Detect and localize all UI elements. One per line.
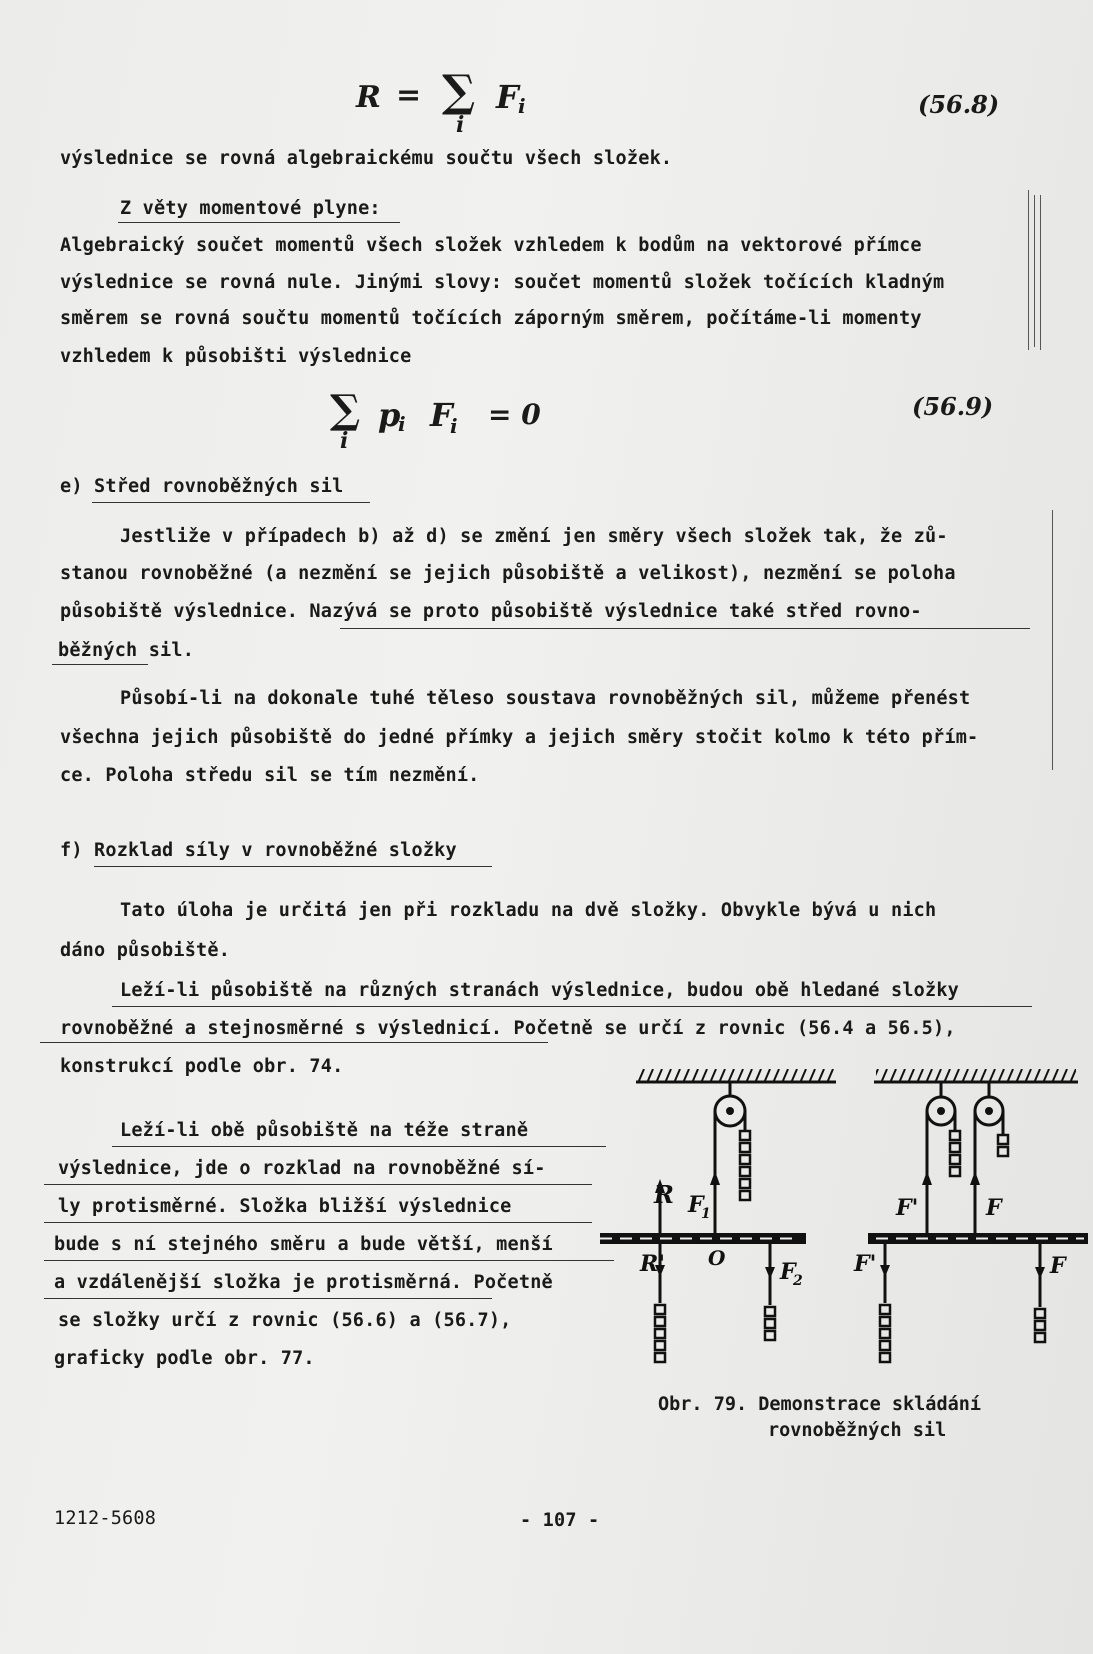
beam-right (868, 1233, 1088, 1244)
eq2-sum: ∑ (330, 386, 361, 433)
label-F-prime-top: F' (896, 1195, 919, 1221)
text-line: Jestliže v případech b) až d) se změní jen směry všech složek tak, že zů- (120, 526, 948, 547)
eq2-p: p (378, 396, 401, 434)
text-line: běžných sil. (58, 640, 195, 661)
eq1-force: F (496, 78, 519, 116)
text-line: Tato úloha je určitá jen při rozkladu na dvě složky. Obvykle bývá u nich (120, 900, 937, 921)
text-line: konstrukcí podle obr. 74. (60, 1056, 344, 1077)
beam-left (600, 1233, 806, 1244)
eq2-p-index: i (398, 412, 406, 436)
ceiling-left (636, 1069, 836, 1082)
underline (112, 1006, 1032, 1007)
label-F2-index: 2 (793, 1273, 803, 1289)
text-line: výslednice se rovná nule. Jinými slovy: součet momentů složek točících kladným (60, 272, 945, 293)
label-R: R (654, 1180, 674, 1209)
text-line: stanou rovnoběžné (a nezmění se jejich působiště a velikost), nezmění se poloha (60, 563, 956, 584)
figure-caption-line2: rovnoběžných sil (768, 1420, 947, 1441)
underline (44, 1222, 592, 1223)
eq2-number: (56.9) (912, 392, 994, 421)
section-heading: f) Rozklad síly v rovnoběžné složky (60, 840, 457, 861)
text-line: výslednice, jde o rozklad na rovnoběžné sí- (58, 1158, 546, 1179)
text-line: bude s ní stejného směru a bude větší, menší (54, 1234, 553, 1255)
pulley-left (710, 1082, 750, 1233)
eq1-sum-index: i (456, 112, 465, 138)
section-heading: e) Střed rovnoběžných sil (60, 476, 344, 497)
eq2-rhs: = 0 (488, 398, 541, 431)
ceiling-right (874, 1069, 1078, 1082)
eq2-force: F (430, 396, 453, 434)
margin-bar (1028, 190, 1029, 350)
eq2-sum-index: i (340, 428, 349, 454)
underline (118, 222, 400, 223)
figure-79-pulley-diagram (600, 1055, 1090, 1385)
underline (92, 502, 370, 503)
underline (44, 1260, 614, 1261)
underline (44, 1184, 592, 1185)
text-line: směrem se rovná součtu momentů točících záporným směrem, počítáme-li momenty (60, 308, 922, 329)
text-line: a vzdálenější složka je protisměrná. Početně (54, 1272, 553, 1293)
figure-caption-line1: Obr. 79. Demonstrace skládání (658, 1394, 982, 1415)
underline (52, 664, 148, 665)
eq1-number: (56.8) (918, 90, 1000, 119)
text-line: dáno působiště. (60, 940, 231, 961)
text-line: všechna jejich působiště do jedné přímky a jejich směry stočit kolmo k této přím- (60, 727, 979, 748)
label-F-prime-bottom: F' (854, 1251, 877, 1277)
text-line: ly protisměrné. Složka bližší výslednice (58, 1196, 512, 1217)
text-line: Leží-li obě působiště na téže straně (120, 1120, 529, 1141)
text-line: Z věty momentové plyne: (120, 198, 381, 219)
page-number: - 107 - (520, 1510, 600, 1531)
text-line: graficky podle obr. 77. (54, 1348, 315, 1369)
label-F2: F (780, 1259, 796, 1285)
label-F1: F (688, 1192, 704, 1218)
text-line: působiště výslednice. Nazývá se proto působiště výslednice také střed rovno- (60, 601, 922, 622)
label-R-prime: R' (640, 1251, 666, 1277)
text-line: rovnoběžné a stejnosměrné s výslednicí. Početně se určí z rovnic (56.4 a 56.5), (60, 1018, 956, 1039)
label-F-top: F (986, 1195, 1002, 1221)
text-line: se složky určí z rovnic (56.6) a (56.7), (58, 1310, 512, 1331)
eq2-force-index: i (450, 414, 458, 438)
eq1-equals: = (396, 78, 422, 113)
underline (44, 1298, 492, 1299)
text-line: Leží-li působiště na různých stranách výslednice, budou obě hledané složky (120, 980, 960, 1001)
underline (340, 628, 1030, 629)
eq1-lhs: R (356, 80, 381, 115)
label-F1-index: 1 (701, 1206, 711, 1222)
text-line: vzhledem k působišti výslednice (60, 346, 412, 367)
eq1-sum: ∑ (442, 66, 476, 117)
label-O: O (708, 1246, 726, 1270)
margin-bar (1052, 510, 1053, 770)
underline (40, 1042, 548, 1043)
text-line: výslednice se rovná algebraickému součtu všech složek. (60, 148, 673, 169)
eq1-force-index: i (518, 94, 526, 118)
label-F-bottom: F (1050, 1253, 1066, 1279)
text-line: ce. Poloha středu sil se tím nezmění. (60, 765, 480, 786)
text-line: Působí-li na dokonale tuhé těleso soustava rovnoběžných sil, můžeme přenést (120, 688, 971, 709)
margin-bar (1034, 195, 1035, 347)
margin-bar (1040, 195, 1041, 350)
document-code: 1212-5608 (54, 1508, 157, 1529)
underline (112, 1146, 606, 1147)
underline (94, 866, 492, 867)
text-line: Algebraický součet momentů všech složek vzhledem k bodům na vektorové přímce (60, 235, 922, 256)
